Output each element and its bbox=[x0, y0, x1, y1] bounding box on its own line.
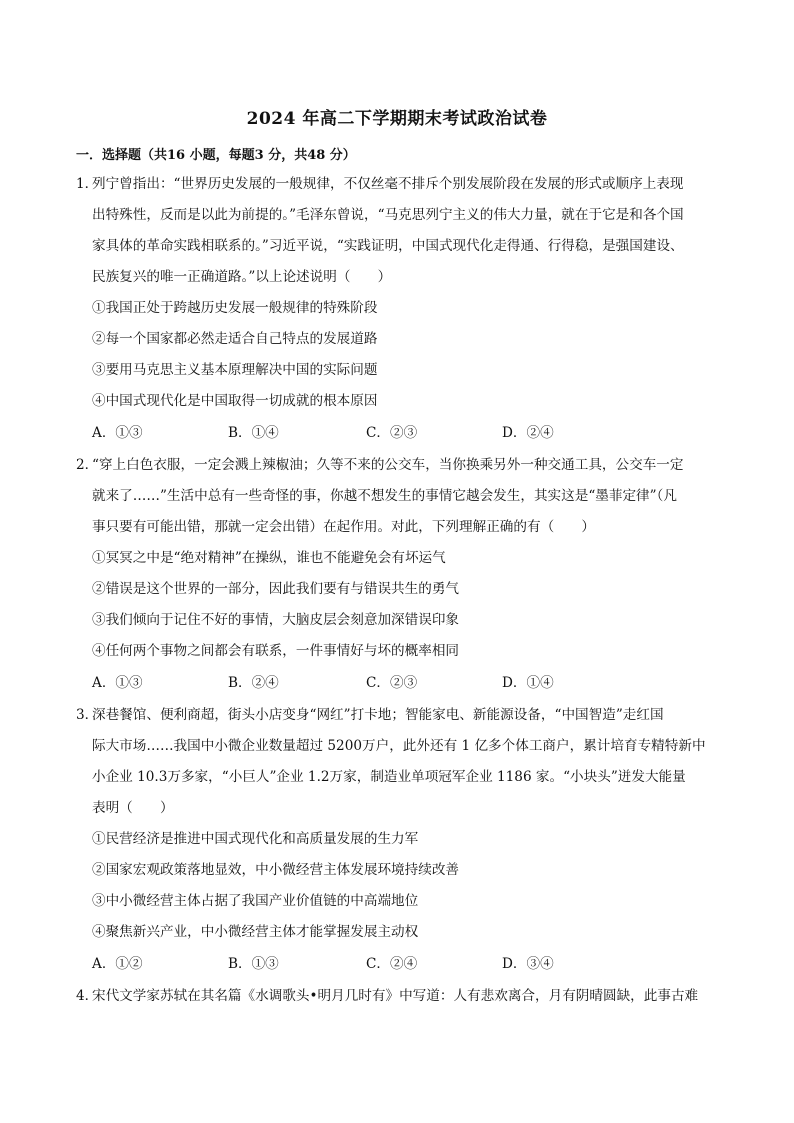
statement-option: ①冥冥之中是“绝对精神”在操纵，谁也不能避免会有坏运气 bbox=[92, 550, 446, 566]
question-stem-line: 出特殊性，反而是以此为前提的。”毛泽东曾说，“马克思列宁主义的伟大力量，就在于它是和各个国 bbox=[92, 207, 684, 223]
statement-option: ④任何两个事物之间都会有联系，一件事情好与坏的概率相同 bbox=[92, 643, 460, 659]
question-stem-line: 列宁曾指出：“世界历史发展的一般规律，不仅丝毫不排斥个别发展阶段在发展的形式或顺序上表现 bbox=[92, 176, 684, 192]
question-stem-line: 宋代文学家苏轼在其名篇《水调歌头•明月几时有》中写道：人有悲欢离合，月有阴晴圆缺，此事古难 bbox=[92, 988, 699, 1004]
statement-option: ②每一个国家都必然走适合自己特点的发展道路 bbox=[92, 331, 378, 347]
answer-choice-b: B．①③ bbox=[228, 956, 279, 972]
section-heading: 一．选择题（共16 小题，每题3 分，共48 分） bbox=[76, 148, 356, 163]
statement-option: ④中国式现代化是中国取得一切成就的根本原因 bbox=[92, 393, 378, 409]
answer-choice-a: A．①③ bbox=[92, 675, 143, 691]
question-number: 4． bbox=[76, 988, 99, 1004]
answer-choice-b: B．①④ bbox=[228, 425, 279, 441]
statement-option: ②国家宏观政策落地显效，中小微经营主体发展环境持续改善 bbox=[92, 862, 460, 878]
answer-choice-c: C．②③ bbox=[366, 425, 418, 441]
statement-option: ④聚焦新兴产业，中小微经营主体才能掌握发展主动权 bbox=[92, 924, 419, 940]
statement-option: ③要用马克思主义基本原理解决中国的实际问题 bbox=[92, 362, 378, 378]
question-stem-line: 就来了……”生活中总有一些奇怪的事，你越不想发生的事情它越会发生，其实这是“墨菲定律”（凡 bbox=[92, 488, 677, 504]
statement-option: ②错误是这个世界的一部分，因此我们要有与错误共生的勇气 bbox=[92, 581, 460, 597]
answer-choice-d: D．①④ bbox=[502, 675, 554, 691]
question-number: 3． bbox=[76, 707, 99, 723]
answer-choice-b: B．②④ bbox=[228, 675, 279, 691]
question-stem-line: 家具体的革命实践相联系的。”习近平说，“实践证明，中国式现代化走得通、行得稳，是强国建设、 bbox=[92, 238, 684, 254]
statement-option: ①民营经济是推进中国式现代化和高质量发展的生力军 bbox=[92, 831, 419, 847]
answer-choice-d: D．③④ bbox=[502, 956, 554, 972]
statement-option: ③中小微经营主体占据了我国产业价值链的中高端地位 bbox=[92, 893, 419, 909]
question-stem-line: 小企业 10.3万多家，“小巨人”企业 1.2万家，制造业单项冠军企业 1186 家。“小块头”迸发大能量 bbox=[92, 769, 686, 785]
statement-option: ①我国正处于跨越历史发展一般规律的特殊阶段 bbox=[92, 300, 378, 316]
exam-title: 2024 年高二下学期期末考试政治试卷 bbox=[246, 109, 548, 129]
answer-choice-d: D．②④ bbox=[502, 425, 554, 441]
answer-choice-c: C．②③ bbox=[366, 675, 418, 691]
question-stem-line: 际大市场……我国中小微企业数量超过 5200万户，此外还有 1 亿多个体工商户，累计培育专精特新中 bbox=[92, 738, 706, 754]
question-stem-line: 表明（ ） bbox=[92, 800, 174, 816]
question-stem-line: “穿上白色衣服，一定会溅上辣椒油；久等不来的公交车，当你换乘另外一种交通工具，公交车一定 bbox=[92, 457, 684, 473]
question-stem-line: 民族复兴的唯一正确道路。”以上论述说明（ ） bbox=[92, 269, 392, 285]
answer-choice-a: A．①③ bbox=[92, 425, 143, 441]
question-number: 1． bbox=[76, 176, 99, 192]
question-stem-line: 深巷餐馆、便利商超，街头小店变身“网红”打卡地；智能家电、新能源设备，“中国智造”走红国 bbox=[92, 707, 664, 723]
answer-choice-c: C．②④ bbox=[366, 956, 418, 972]
statement-option: ③我们倾向于记住不好的事情，大脑皮层会刻意加深错误印象 bbox=[92, 612, 460, 628]
question-stem-line: 事只要有可能出错，那就一定会出错）在起作用。对此，下列理解正确的有（ ） bbox=[92, 519, 595, 535]
question-number: 2． bbox=[76, 457, 99, 473]
answer-choice-a: A．①② bbox=[92, 956, 143, 972]
